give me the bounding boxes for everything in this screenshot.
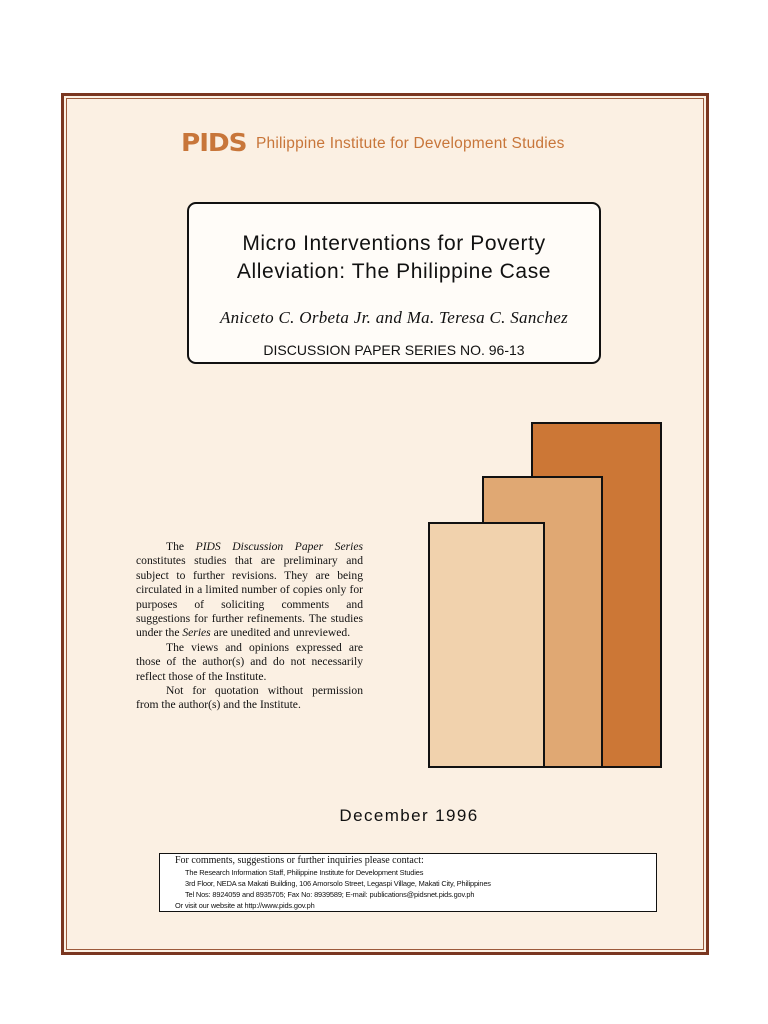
title-box: [187, 202, 601, 364]
pids-logo: PIDS: [181, 128, 247, 157]
decorative-bar-front: [428, 522, 545, 768]
contact-line-website: Or visit our website at http://www.pids.gov.ph: [175, 901, 315, 910]
disclaimer-paragraph-1: [136, 540, 363, 641]
disclaimer-text-span: The: [166, 540, 196, 553]
disclaimer-text: [136, 540, 363, 713]
paper-authors: Aniceto C. Orbeta Jr. and Ma. Teresa C. Sanchez: [219, 308, 569, 327]
series-word-italic: Series: [182, 626, 211, 640]
series-number: DISCUSSION PAPER SERIES NO. 96-13: [263, 342, 525, 358]
series-name-italic: PIDS Discussion Paper Series: [195, 540, 363, 553]
contact-line-organization: The Research Information Staff, Philippine Institute for Development Studies: [185, 868, 424, 877]
publication-date: December 1996: [339, 806, 479, 825]
disclaimer-paragraph-3: Not for quotation without permission from the author(s) and the Institute.: [136, 684, 363, 712]
contact-line-phone-email: Tel Nos: 8924059 and 8935705; Fax No: 8939589; E-mail: publications@pidsnet.pids.gov.ph: [185, 890, 475, 899]
contact-box: [159, 853, 657, 912]
disclaimer-text-span: constitutes studies that are preliminary and subject to further revisions. They are being circulated in a limited number of copies only for purposes of soliciting comments and suggestions for further refinements. The studies under the: [136, 554, 363, 640]
contact-heading: For comments, suggestions or further inquiries please contact:: [175, 855, 424, 866]
paper-title: Micro Interventions for Poverty Alleviation: The Philippine Case: [236, 232, 552, 283]
contact-line-address: 3rd Floor, NEDA sa Makati Building, 106 Amorsolo Street, Legaspi Village, Makati City, Philippines: [185, 879, 491, 888]
disclaimer-paragraph-2: The views and opinions expressed are those of the author(s) and do not necessarily reflect those of the Institute.: [136, 640, 363, 683]
disclaimer-text-span: are unedited and unreviewed.: [210, 626, 351, 640]
institute-name: Philippine Institute for Development Studies: [256, 135, 565, 152]
